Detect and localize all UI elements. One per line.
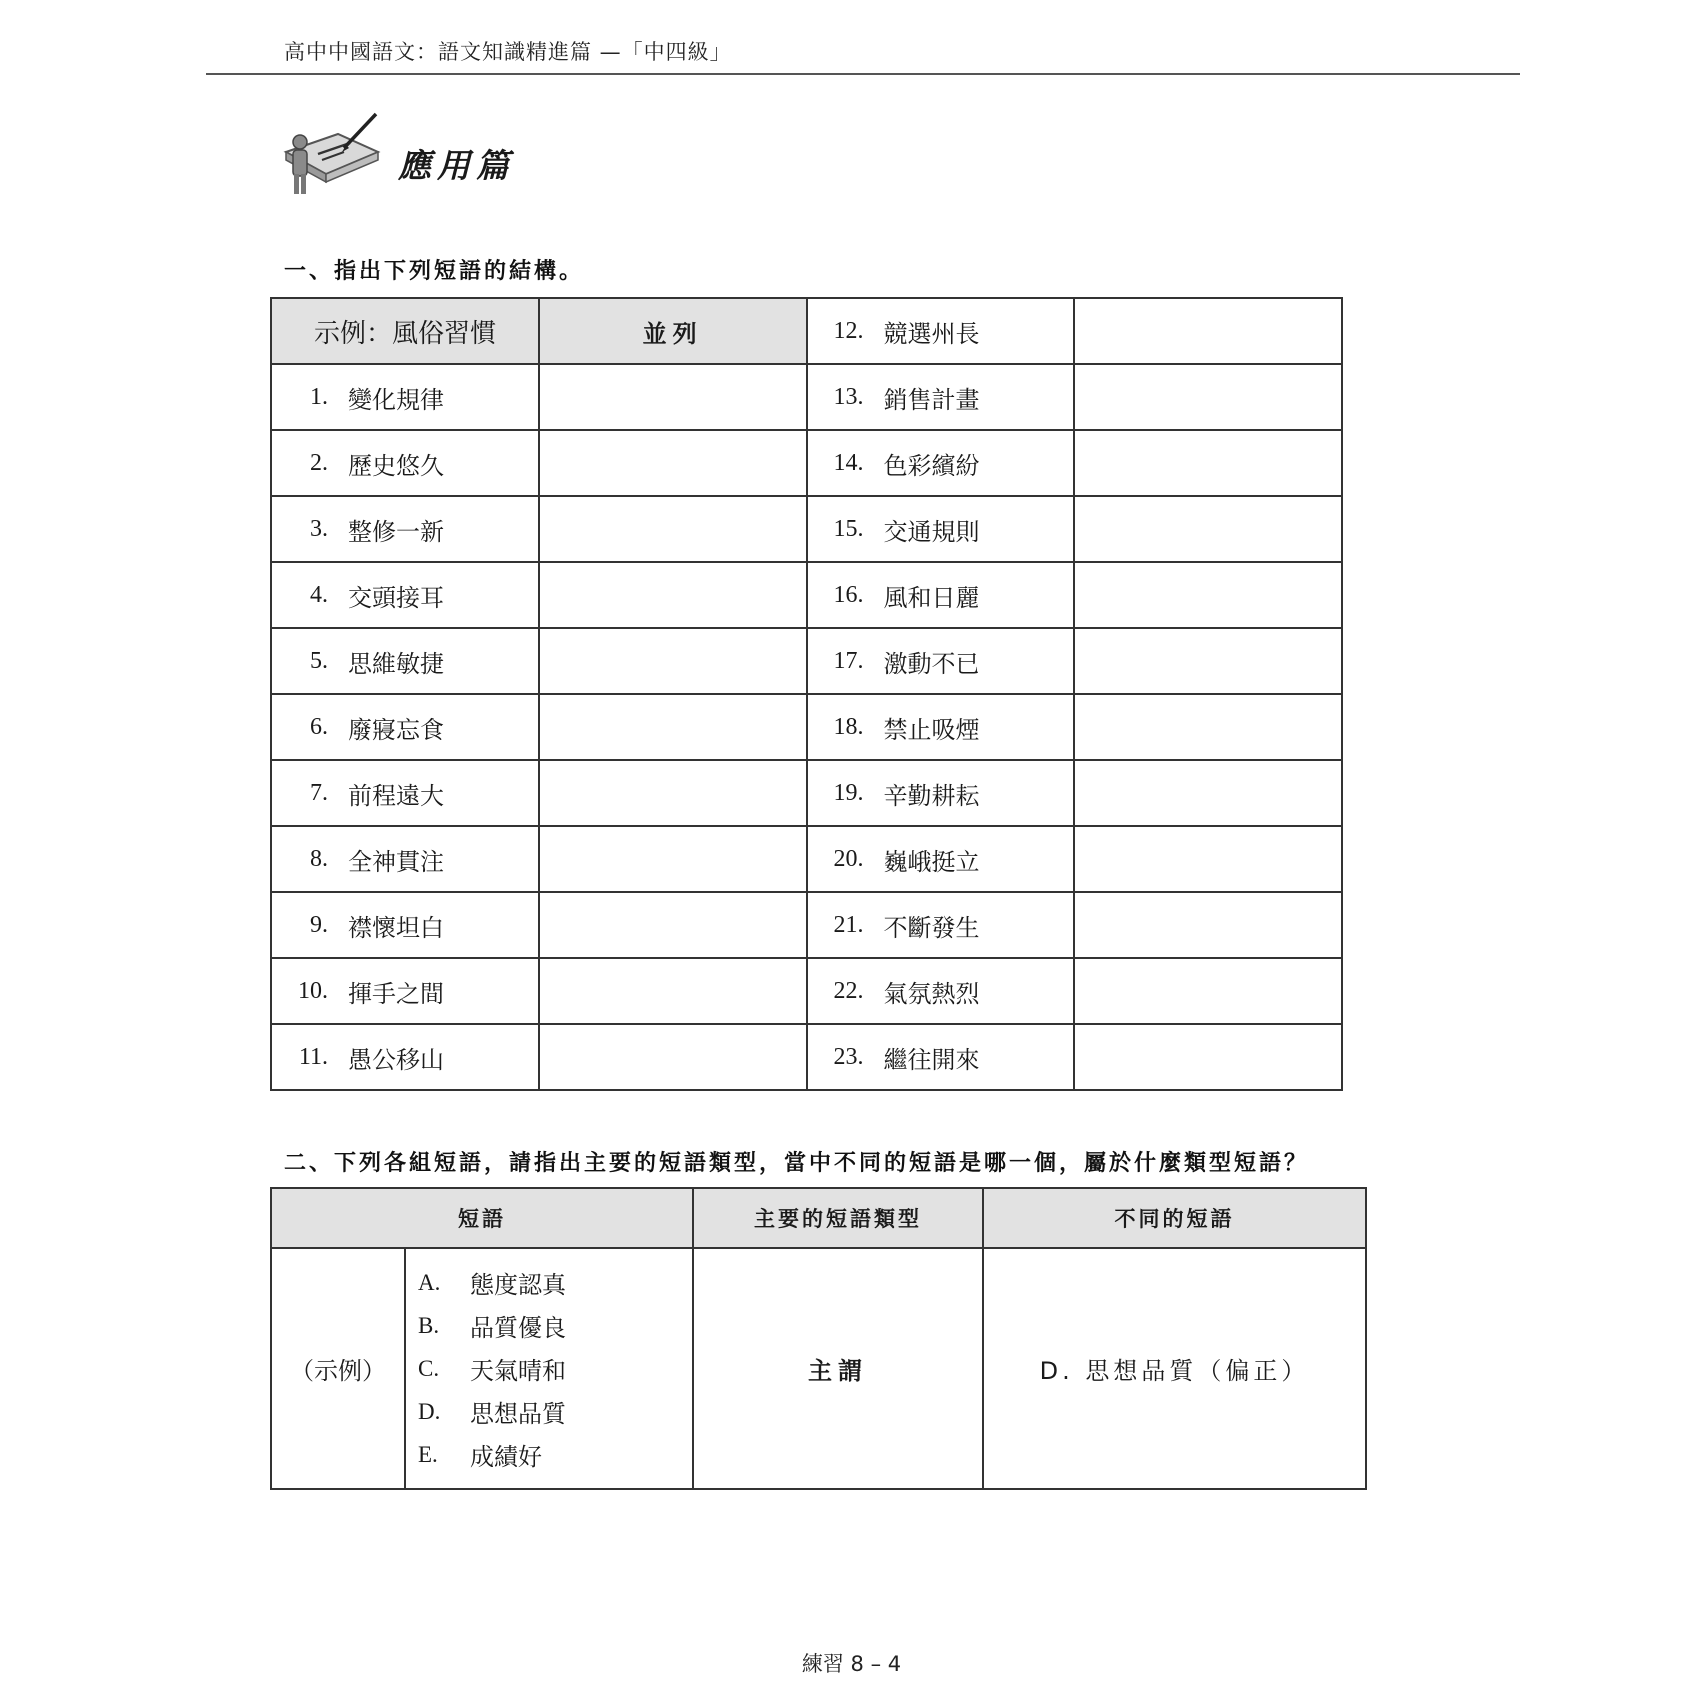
phrase-cell: 3. 整修一新 [271,496,539,562]
option-item: D. 思想品質 [418,1398,566,1428]
table-row [271,892,1342,958]
table-row [271,760,1342,826]
question-1-title: 一、指出下列短語的結構。 [284,259,585,284]
phrase-cell: 19. 辛勤耕耘 [807,760,1075,826]
answer-cell[interactable] [1074,562,1342,628]
phrase-cell: 21. 不斷發生 [807,892,1075,958]
phrase-cell: 16. 風和日麗 [807,562,1075,628]
table-row [271,1248,1366,1489]
section-title: 應用篇 [398,146,515,185]
example-answer: 並列 [539,298,807,364]
example-phrase: 示例：風俗習慣 [271,298,539,364]
answer-cell[interactable] [1074,958,1342,1024]
phrase-cell: 18. 禁止吸煙 [807,694,1075,760]
question-2-title: 二、下列各組短語，請指出主要的短語類型，當中不同的短語是哪一個，屬於什麼類型短語？ [284,1151,1310,1176]
answer-cell[interactable] [539,892,807,958]
table-row [271,562,1342,628]
page-header: 高中中國語文：語文知識精進篇 —「中四級」 [284,40,732,64]
phrase-cell: 2. 歷史悠久 [271,430,539,496]
table-row [271,958,1342,1024]
phrase-cell: 14. 色彩繽紛 [807,430,1075,496]
header-phrases: 短語 [271,1188,693,1248]
phrase-cell: 15. 交通規則 [807,496,1075,562]
phrase-cell: 6. 廢寢忘食 [271,694,539,760]
example-label: （示例） [271,1248,405,1489]
option-item: B. 品質優良 [418,1312,566,1342]
answer-cell[interactable] [539,826,807,892]
table-header-row [271,1188,1366,1248]
table-row [271,364,1342,430]
table-row [271,1024,1342,1090]
phrase-cell: 22. 氣氛熱烈 [807,958,1075,1024]
phrase-cell: 23. 繼往開來 [807,1024,1075,1090]
answer-cell[interactable] [1074,760,1342,826]
option-item: C. 天氣晴和 [418,1355,566,1385]
answer-cell[interactable] [539,496,807,562]
answer-cell[interactable] [539,628,807,694]
phrase-cell: 5. 思維敏捷 [271,628,539,694]
page-number: 練習 8 – 4 [801,1652,902,1676]
table-row [271,298,1342,364]
header-different: 不同的短語 [983,1188,1366,1248]
different-phrase-answer: D. 思想品質（偏正） [983,1248,1366,1489]
header-divider [206,73,1520,75]
phrase-cell: 13. 銷售計畫 [807,364,1075,430]
table-row [271,430,1342,496]
phrase-type-table [270,1187,1367,1490]
answer-cell[interactable] [539,1024,807,1090]
phrase-cell: 12. 競選州長 [807,298,1075,364]
answer-cell[interactable] [1074,1024,1342,1090]
answer-cell[interactable] [539,430,807,496]
table-row [271,628,1342,694]
answer-cell[interactable] [539,694,807,760]
phrase-cell: 10. 揮手之間 [271,958,539,1024]
option-list [405,1248,693,1489]
answer-cell[interactable] [1074,364,1342,430]
answer-cell[interactable] [539,760,807,826]
answer-cell[interactable] [539,562,807,628]
phrase-cell: 4. 交頭接耳 [271,562,539,628]
option-item: A. 態度認真 [418,1269,566,1299]
answer-cell[interactable] [1074,628,1342,694]
answer-cell[interactable] [1074,430,1342,496]
main-type-answer: 主謂 [693,1248,983,1489]
answer-cell[interactable] [1074,694,1342,760]
table-row [271,694,1342,760]
answer-cell[interactable] [1074,298,1342,364]
phrase-cell: 9. 襟懷坦白 [271,892,539,958]
answer-cell[interactable] [1074,826,1342,892]
phrase-cell: 7. 前程遠大 [271,760,539,826]
phrase-cell: 8. 全神貫注 [271,826,539,892]
answer-cell[interactable] [539,364,807,430]
phrase-cell: 20. 巍峨挺立 [807,826,1075,892]
table-row [271,826,1342,892]
teacher-board-icon [278,112,388,204]
header-main-type: 主要的短語類型 [693,1188,983,1248]
answer-cell[interactable] [539,958,807,1024]
answer-cell[interactable] [1074,892,1342,958]
answer-cell[interactable] [1074,496,1342,562]
table-row [271,496,1342,562]
phrase-cell: 1. 變化規律 [271,364,539,430]
option-item: E. 成績好 [418,1441,542,1471]
phrase-structure-table [270,297,1343,1091]
phrase-cell: 17. 激動不已 [807,628,1075,694]
phrase-cell: 11. 愚公移山 [271,1024,539,1090]
